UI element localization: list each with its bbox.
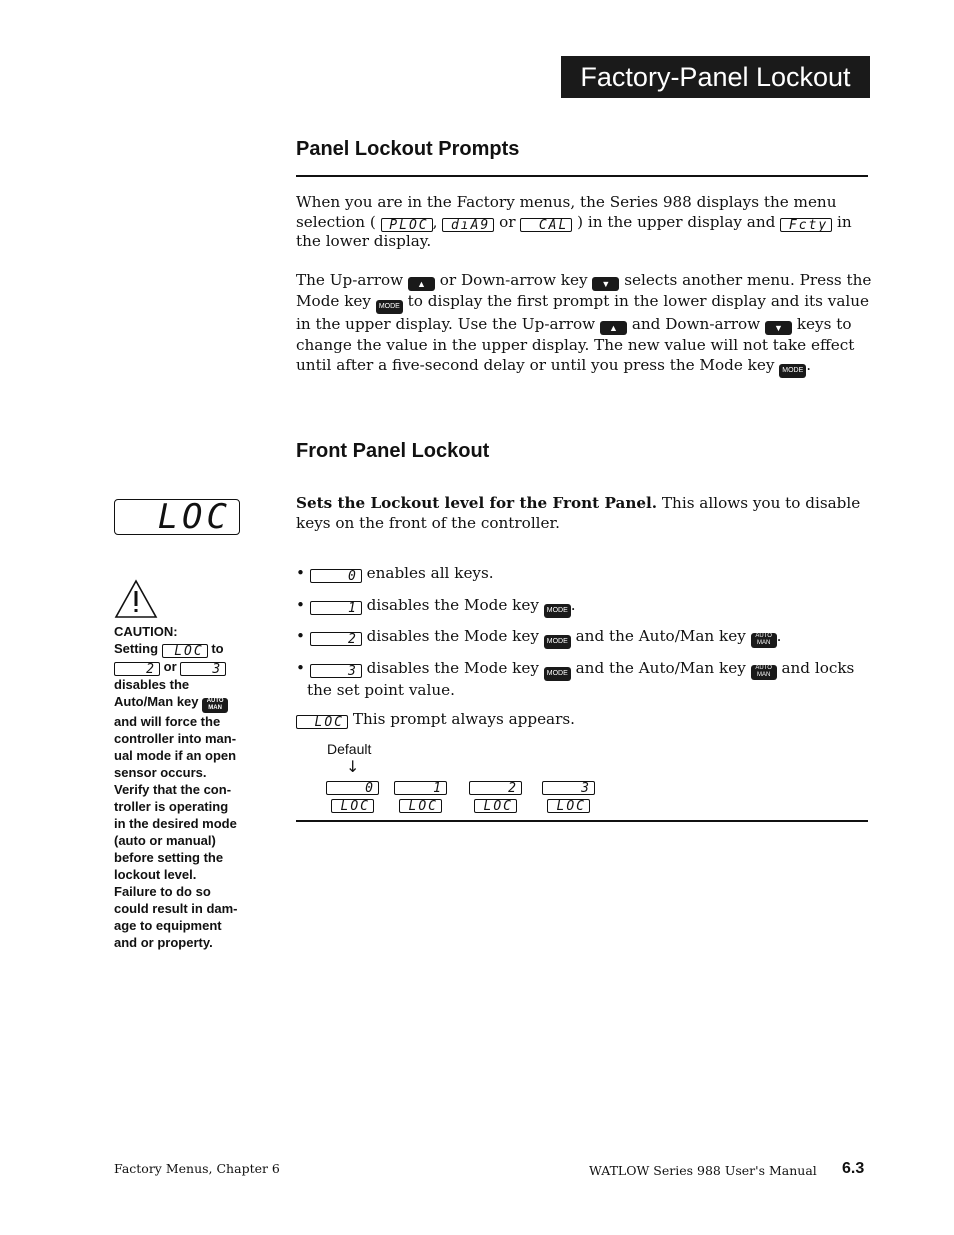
up-arrow-key-icon: ▲ bbox=[408, 277, 435, 291]
mode-key-icon: MODE bbox=[544, 604, 571, 618]
section-heading-panel-lockout-prompts: Panel Lockout Prompts bbox=[296, 138, 520, 160]
option-1 bbox=[394, 781, 447, 813]
footer-manual-title: WATLOW Series 988 User's Manual bbox=[589, 1163, 817, 1178]
lcd-loc-display: LOC bbox=[114, 499, 240, 535]
page-number: 6.3 bbox=[842, 1160, 865, 1177]
option-0 bbox=[326, 781, 379, 813]
lcd-upper: 3 bbox=[542, 781, 595, 795]
lcd-value: 0 bbox=[310, 569, 362, 583]
bullet-0: • 0 enables all keys. bbox=[296, 564, 494, 584]
section-end-rule bbox=[296, 820, 868, 822]
lcd-diag: dıA9 bbox=[442, 218, 494, 232]
auto-man-key-icon: AUTO MAN bbox=[202, 698, 228, 713]
lcd-upper: 0 bbox=[326, 781, 379, 795]
lcd-lower: LOC bbox=[331, 799, 374, 813]
lcd-lower: LOC bbox=[474, 799, 517, 813]
footer-chapter: Factory Menus, Chapter 6 bbox=[114, 1161, 280, 1176]
down-arrow-key-icon: ▼ bbox=[765, 321, 792, 335]
auto-man-key-icon: AUTO MAN bbox=[751, 665, 777, 680]
up-arrow-key-icon: ▲ bbox=[600, 321, 627, 335]
lcd-value: 2 bbox=[310, 632, 362, 646]
page-title: Factory-Panel Lockout bbox=[561, 56, 870, 98]
lcd-upper: 1 bbox=[394, 781, 447, 795]
bullet-3: • 3 disables the Mode key MODE and the Auto/Man key AUTO MAN and locks the set point value. bbox=[296, 659, 855, 699]
lcd-ploc: PLOC bbox=[381, 218, 433, 232]
bullet-2: • 2 disables the Mode key MODE and the Auto/Man key AUTO MAN . bbox=[296, 627, 782, 647]
lcd-cal: CAL bbox=[520, 218, 572, 232]
lcd-value: 3 bbox=[310, 664, 362, 678]
section-rule bbox=[296, 175, 868, 177]
lcd-fcty: Fcty bbox=[780, 218, 832, 232]
paragraph-factory-menus: When you are in the Factory menus, the Series 988 displays the menu selection ( PLOC , dıA9 or CAL ) in the upper display and Fcty in the lower display. bbox=[296, 193, 852, 250]
warning-triangle-icon bbox=[114, 579, 158, 619]
option-2 bbox=[469, 781, 522, 813]
lcd-value: 2 bbox=[114, 662, 160, 676]
mode-key-icon: MODE bbox=[779, 364, 806, 378]
caution-note: CAUTION: Setting LOC to 2 or 3 disables the Auto/Man key AUTO MAN and will force the controller into man- ual mode if an open sensor occurs. Verify that the con- troller is operating in the desired mode (auto or manual) before setting the lockout level. Failure to do so could result in dam- age to equipment and or property. bbox=[114, 624, 238, 950]
lcd-loc: LOC bbox=[162, 644, 208, 658]
option-3 bbox=[542, 781, 595, 813]
down-arrow-icon: ↓ bbox=[346, 757, 360, 776]
lcd-value: 3 bbox=[180, 662, 226, 676]
mode-key-icon: MODE bbox=[376, 300, 403, 314]
mode-key-icon: MODE bbox=[544, 635, 571, 649]
lcd-value: 1 bbox=[310, 601, 362, 615]
auto-man-key-icon: AUTO MAN bbox=[751, 633, 777, 648]
bullet-1: • 1 disables the Mode key MODE . bbox=[296, 596, 576, 616]
lcd-lower: LOC bbox=[399, 799, 442, 813]
default-label: Default bbox=[327, 741, 372, 757]
always-appears-note: LOC This prompt always appears. bbox=[296, 710, 876, 730]
mode-key-icon: MODE bbox=[544, 667, 571, 681]
section-heading-front-panel-lockout: Front Panel Lockout bbox=[296, 440, 490, 462]
lcd-upper: 2 bbox=[469, 781, 522, 795]
lcd-lower: LOC bbox=[547, 799, 590, 813]
front-panel-intro: Sets the Lockout level for the Front Panel. This allows you to disable keys on the front of the controller. bbox=[296, 494, 861, 532]
down-arrow-key-icon: ▼ bbox=[592, 277, 619, 291]
paragraph-navigation: The Up-arrow ▲ or Down-arrow key ▼ selects another menu. Press the Mode key MODE to display the first prompt in the lower display and its value in the upper display. Use the Up-arrow ▲ and Down-arrow ▼ keys to change the value in the upper display. The new value will not take effect until after a five-second delay or until you press the Mode key MODE . bbox=[296, 270, 876, 378]
lcd-loc: LOC bbox=[296, 715, 348, 729]
